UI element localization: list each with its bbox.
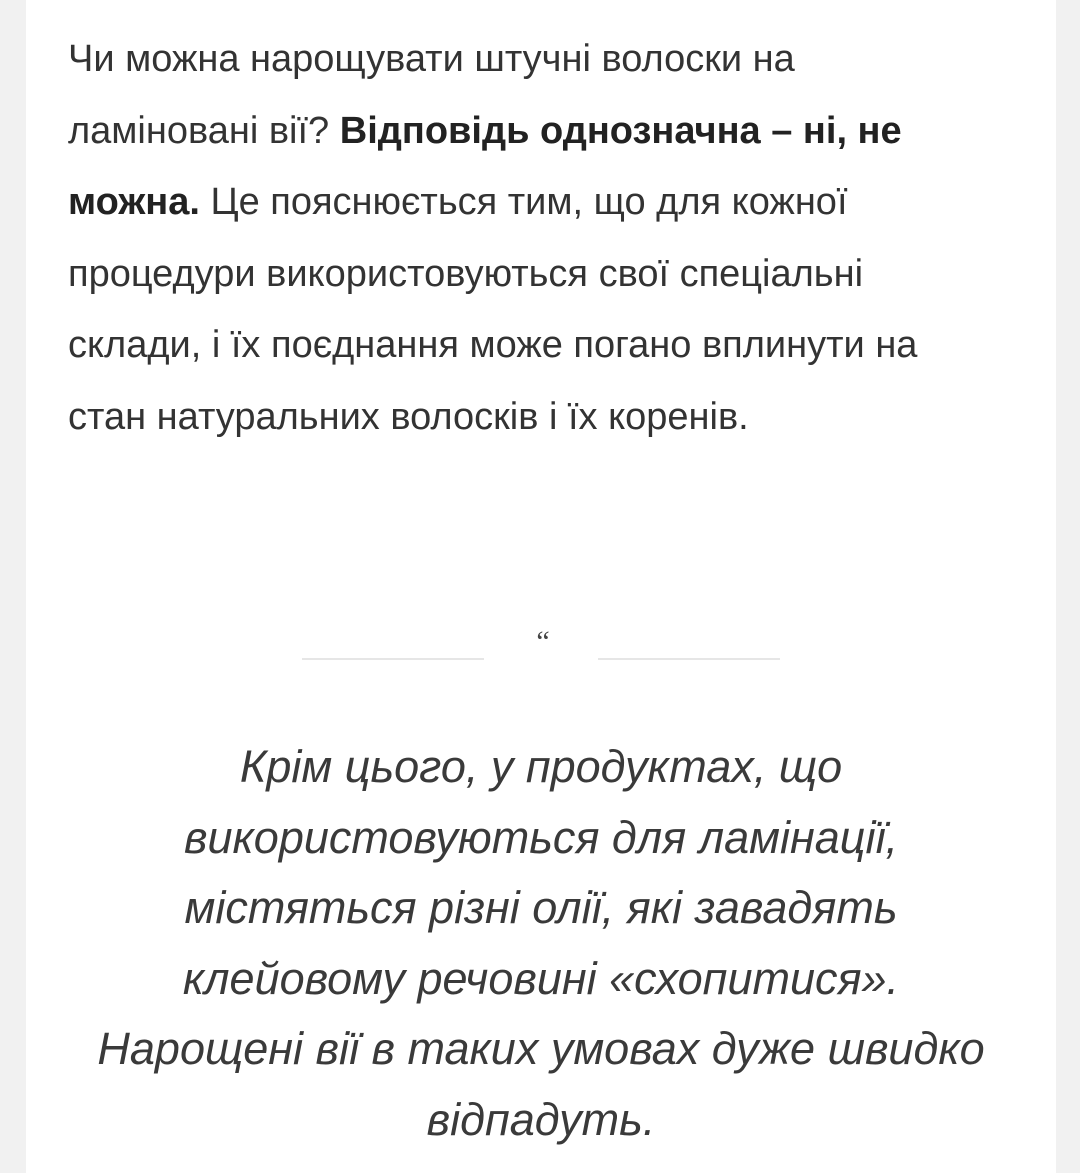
quote-mark-icon: “ xyxy=(536,625,550,658)
article-card xyxy=(26,0,1056,1173)
divider-line-right xyxy=(598,658,780,660)
article-paragraph xyxy=(68,24,978,453)
pull-quote: Крім цього, у продуктах, що використовуються для ламінації, містяться різні олії, які завадять клейовому речовині «схопитися». Нарощені вії в таких умовах дуже швидко відпадуть. xyxy=(97,741,985,1145)
paragraph-bold-answer: Відповідь однозначна – ні, не можна. xyxy=(68,109,902,223)
quote-divider xyxy=(302,622,780,672)
paragraph-text-explanation: Це пояснюється тим, що для кожної процедури використовуються свої спеціальні склади, і їх поєднання може погано вплинути на стан натуральних волосків і їх коренів. xyxy=(68,181,918,438)
divider-line-left xyxy=(302,658,484,660)
paragraph-text-intro: Чи можна нарощувати штучні волоски на ламіновані вії? xyxy=(68,38,795,152)
